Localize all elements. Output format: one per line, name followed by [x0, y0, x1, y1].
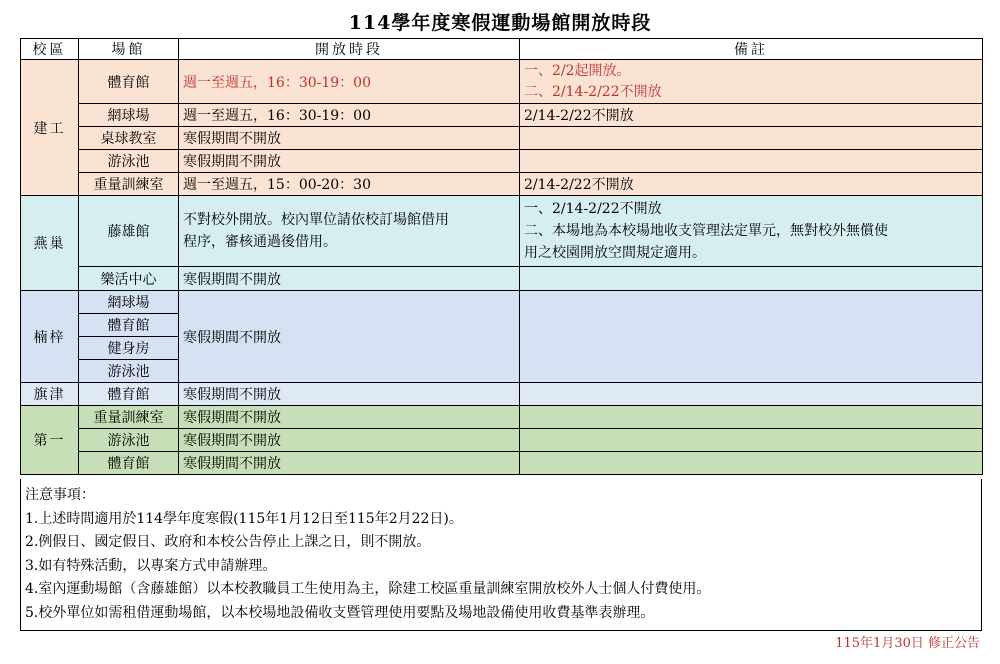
- header-hours: 開放時段: [179, 39, 520, 60]
- venue-cell: 桌球教室: [79, 127, 179, 150]
- hours-cell: 週一至週五，16：30-19：00: [179, 60, 520, 104]
- note-item: 1.上述時間適用於114學年度寒假(115年1月12日至115年2月22日)。: [25, 510, 463, 527]
- table-row: [21, 173, 983, 196]
- campus-jiangong: 建工: [21, 60, 79, 196]
- venue-cell: 游泳池: [79, 360, 179, 383]
- notes-cell: [520, 60, 983, 104]
- venue-cell: 體育館: [79, 383, 179, 406]
- note-line: 二、本場地為本校場地收支管理法定單元，無對校外無償使: [524, 223, 888, 239]
- hours-cell: 寒假期間不開放: [179, 150, 520, 173]
- hours-cell: 寒假期間不開放: [179, 406, 520, 429]
- hours-line: 程序，審核通過後借用。: [183, 234, 337, 250]
- venue-cell: 游泳池: [79, 429, 179, 452]
- note-item: 3.如有特殊活動，以專案方式申請辦理。: [25, 557, 277, 574]
- venue-cell: 健身房: [79, 337, 179, 360]
- venue-cell: 游泳池: [79, 150, 179, 173]
- campus-nanzi: 楠梓: [21, 291, 79, 383]
- hours-cell: 寒假期間不開放: [179, 267, 520, 291]
- header-notes: 備註: [520, 39, 983, 60]
- note-item: 5.校外單位如需租借運動場館，以本校場地設備收支暨管理使用要點及場地設備使用收費基準表辦理。: [25, 604, 655, 621]
- hours-cell: 寒假期間不開放: [179, 429, 520, 452]
- campus-qijin: 旗津: [21, 383, 79, 406]
- notes-cell: [520, 267, 983, 291]
- notes-cell: [520, 291, 983, 383]
- note-item: 2.例假日、國定假日、政府和本校公告停止上課之日，則不開放。: [25, 534, 431, 550]
- hours-line: 不對校外開放。校內單位請依校訂場館借用: [183, 212, 449, 228]
- hours-cell: 寒假期間不開放: [179, 452, 520, 475]
- venue-cell: 體育館: [79, 60, 179, 104]
- table-header-row: [21, 39, 983, 60]
- table-row: [21, 383, 983, 406]
- campus-diyi: 第一: [21, 406, 79, 475]
- notes-heading: 注意事項：: [25, 487, 95, 503]
- table-row: [21, 104, 983, 127]
- header-venue: 場館: [79, 39, 179, 60]
- hours-cell: 週一至週五，16：30-19：00: [179, 104, 520, 127]
- table-row: [21, 406, 983, 429]
- hours-cell: [179, 196, 520, 267]
- note-item: 4.室內運動場館（含藤雄館）以本校教職員工生使用為主，除建工校區重量訓練室開放校外人士個人付費使用。: [25, 581, 711, 597]
- notes-cell: [520, 196, 983, 267]
- table-row: [21, 127, 983, 150]
- note-line: 一、2/2起開放。: [524, 62, 631, 79]
- venue-cell: 樂活中心: [79, 267, 179, 291]
- venue-cell: 網球場: [79, 104, 179, 127]
- notes-cell: [520, 383, 983, 406]
- table-row: [21, 429, 983, 452]
- header-campus: 校區: [21, 39, 79, 60]
- campus-yanchao: 燕巢: [21, 196, 79, 291]
- venue-cell: 重量訓練室: [79, 173, 179, 196]
- table-row: [21, 196, 983, 267]
- note-line: 用之校園開放空間規定適用。: [524, 245, 706, 261]
- notes-cell: [520, 127, 983, 150]
- notes-cell: [520, 452, 983, 475]
- venue-cell: 藤雄館: [79, 196, 179, 267]
- page-title: 114學年度寒假運動場館開放時段: [348, 12, 652, 34]
- table-row: [21, 267, 983, 291]
- notes-cell: [520, 150, 983, 173]
- notes-cell: 2/14-2/22不開放: [520, 104, 983, 127]
- venue-cell: 網球場: [79, 291, 179, 314]
- hours-cell: 週一至週五，15：00-20：30: [179, 173, 520, 196]
- table-row: [21, 291, 983, 314]
- revision-footer: 115年1月30日 修正公告: [835, 636, 980, 651]
- venue-cell: 體育館: [79, 314, 179, 337]
- table-row: [21, 150, 983, 173]
- venue-cell: 重量訓練室: [79, 406, 179, 429]
- venue-cell: 體育館: [79, 452, 179, 475]
- table-row: [21, 452, 983, 475]
- hours-cell: 寒假期間不開放: [179, 127, 520, 150]
- notes-cell: [520, 406, 983, 429]
- schedule-table: [20, 38, 983, 475]
- notes-section: [20, 479, 982, 631]
- hours-cell: 寒假期間不開放: [179, 383, 520, 406]
- notes-cell: [520, 429, 983, 452]
- hours-cell: 寒假期間不開放: [179, 291, 520, 383]
- notes-cell: 2/14-2/22不開放: [520, 173, 983, 196]
- table-row: [21, 60, 983, 104]
- note-line: 二、2/14-2/22不開放: [524, 83, 662, 100]
- note-line: 一、2/14-2/22不開放: [524, 201, 662, 217]
